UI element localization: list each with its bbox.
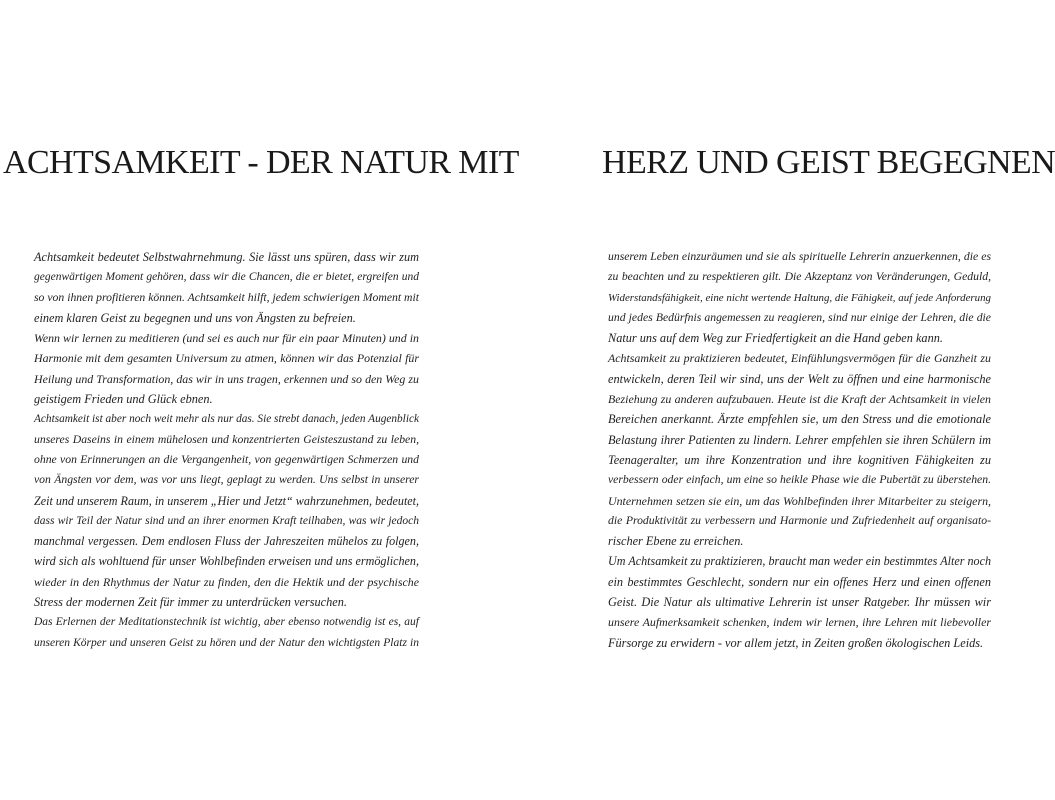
text-line: so von ihnen profitieren können. Achtsamkeit hilft, jedem schwierigen Moment mit [34,290,419,304]
right-page [500,0,1055,800]
text-line: wieder in den Rhythmus der Natur zu finden, den die Hektik und der psychische [34,574,419,589]
text-line: Stress der modernen Zeit für immer zu unterdrücken versuchen. [34,595,347,610]
text-line: von Ängsten vor dem, was vor uns liegt, geplagt zu werden. Uns selbst in unserer [34,473,419,487]
text-line: Das Erlernen der Meditationstechnik ist wichtig, aber ebenso notwendig ist es, auf [34,616,419,629]
text-line: Unternehmen setzen sie ein, um das Wohlbefinden ihrer Mitarbeiter zu steigern, [608,493,991,508]
text-line: verbessern oder einfach, um eine so heikle Phase wie die Pubertät zu überstehen. [608,473,991,487]
right-page-body [608,247,991,653]
text-line: ohne von Erinnerungen an die Vergangenheit, von gegenwärtigen Schmerzen und [34,452,419,466]
text-line: geistigem Frieden und Glück ebnen. [34,392,213,407]
text-line: Achtsamkeit bedeutet Selbstwahrnehmung. Sie lässt uns spüren, dass wir zum [34,250,419,264]
text-line: Natur uns auf dem Weg zur Friedfertigkeit an die Hand geben kann. [608,331,943,346]
right-page-title: HERZ UND GEIST BEGEGNEN [602,144,1055,181]
text-line: Achtsamkeit ist aber noch weit mehr als nur das. Sie strebt danach, jeden Augenblick [34,413,419,426]
text-line: dass wir Teil der Natur sind und an ihrer enormen Kraft teilhaben, was wir jedoch [34,514,419,527]
text-line: manchmal vergessen. Dem endlosen Fluss der Jahreszeiten mühelos zu folgen, [34,534,419,549]
text-line: zu beachten und zu respektieren gilt. Die Akzeptanz von Veränderungen, Geduld, [608,270,991,284]
text-line: Zeit und unserem Raum, in unserem „Hier und Jetzt“ wahrzunehmen, bedeutet, [34,493,420,508]
text-line: wird sich als wohltuend für unser Wohlbefinden erweisen und uns ermöglichen, [34,554,419,569]
text-line: Achtsamkeit zu praktizieren bedeutet, Einfühlungsvermögen für die Ganzheit zu [608,351,991,366]
text-line: einem klaren Geist zu begegnen und uns von Ängsten zu befreien. [34,310,356,325]
text-line: Heilung und Transformation, das wir in uns tragen, erkennen und so den Weg zu [34,371,419,386]
text-line: gegenwärtigen Moment gehören, dass wir die Chancen, die er bietet, ergreifen und [34,271,419,284]
text-line: Fürsorge zu erwidern - vor allem jetzt, in Zeiten großen ökologischen Leids. [608,635,984,650]
left-page-body [34,247,419,653]
text-line: und jedes Bedürfnis angemessen zu reagieren, sind nur einige der Lehren, die die [608,310,991,324]
text-line: Um Achtsamkeit zu praktizieren, braucht man weder ein bestimmtes Alter noch [608,554,991,569]
text-line: Harmonie mit dem gesamten Universum zu atmen, können wir das Potenzial für [34,351,419,366]
text-line: Geist. Die Natur als ultimative Lehrerin ist unser Ratgeber. Ihr müssen wir [608,595,991,610]
text-line: die Produktivität zu verbessern und Harmonie und Zufriedenheit auf organisato- [608,513,991,527]
text-line: rischer Ebene zu erreichen. [608,534,744,549]
text-line: unseres Daseins in einem mühelosen und konzentrierten Geisteszustand zu leben, [34,432,419,446]
text-line: Belastung ihrer Patienten zu lindern. Lehrer empfehlen sie ihren Schülern im [608,432,991,447]
text-line: unsere Aufmerksamkeit schenken, indem wir lernen, ihre Lehren mit liebevoller [608,615,991,630]
text-line: Beziehung zu anderen aufzubauen. Heute ist die Kraft der Achtsamkeit in vielen [608,392,991,407]
text-line: ein bestimmtes Geschlecht, sondern nur ein offenes Herz und einen offenen [608,574,991,589]
left-page-title: ACHTSAMKEIT - DER NATUR MIT [3,144,519,181]
text-line: Widerstandsfähigkeit, eine nicht wertende Haltung, die Fähigkeit, auf jede Anforderung [608,291,991,304]
text-line: entwickeln, deren Teil wir sind, uns der Welt zu öffnen und eine harmonische [608,371,991,386]
text-line: Wenn wir lernen zu meditieren (und sei es auch nur für ein paar Minuten) und in [34,331,419,346]
text-line: Teenageralter, um ihre Konzentration und ihre kognitiven Fähigkeiten zu [608,452,991,467]
left-page [0,0,519,800]
text-line: unserem Leben einzuräumen und sie als spirituelle Lehrerin anzuerkennen, die es [608,250,991,263]
text-line: unseren Körper und unseren Geist zu hören und der Natur den wichtigsten Platz in [34,636,419,649]
text-line: Bereichen anerkannt. Ärzte empfehlen sie, um den Stress und die emotionale [608,412,991,427]
